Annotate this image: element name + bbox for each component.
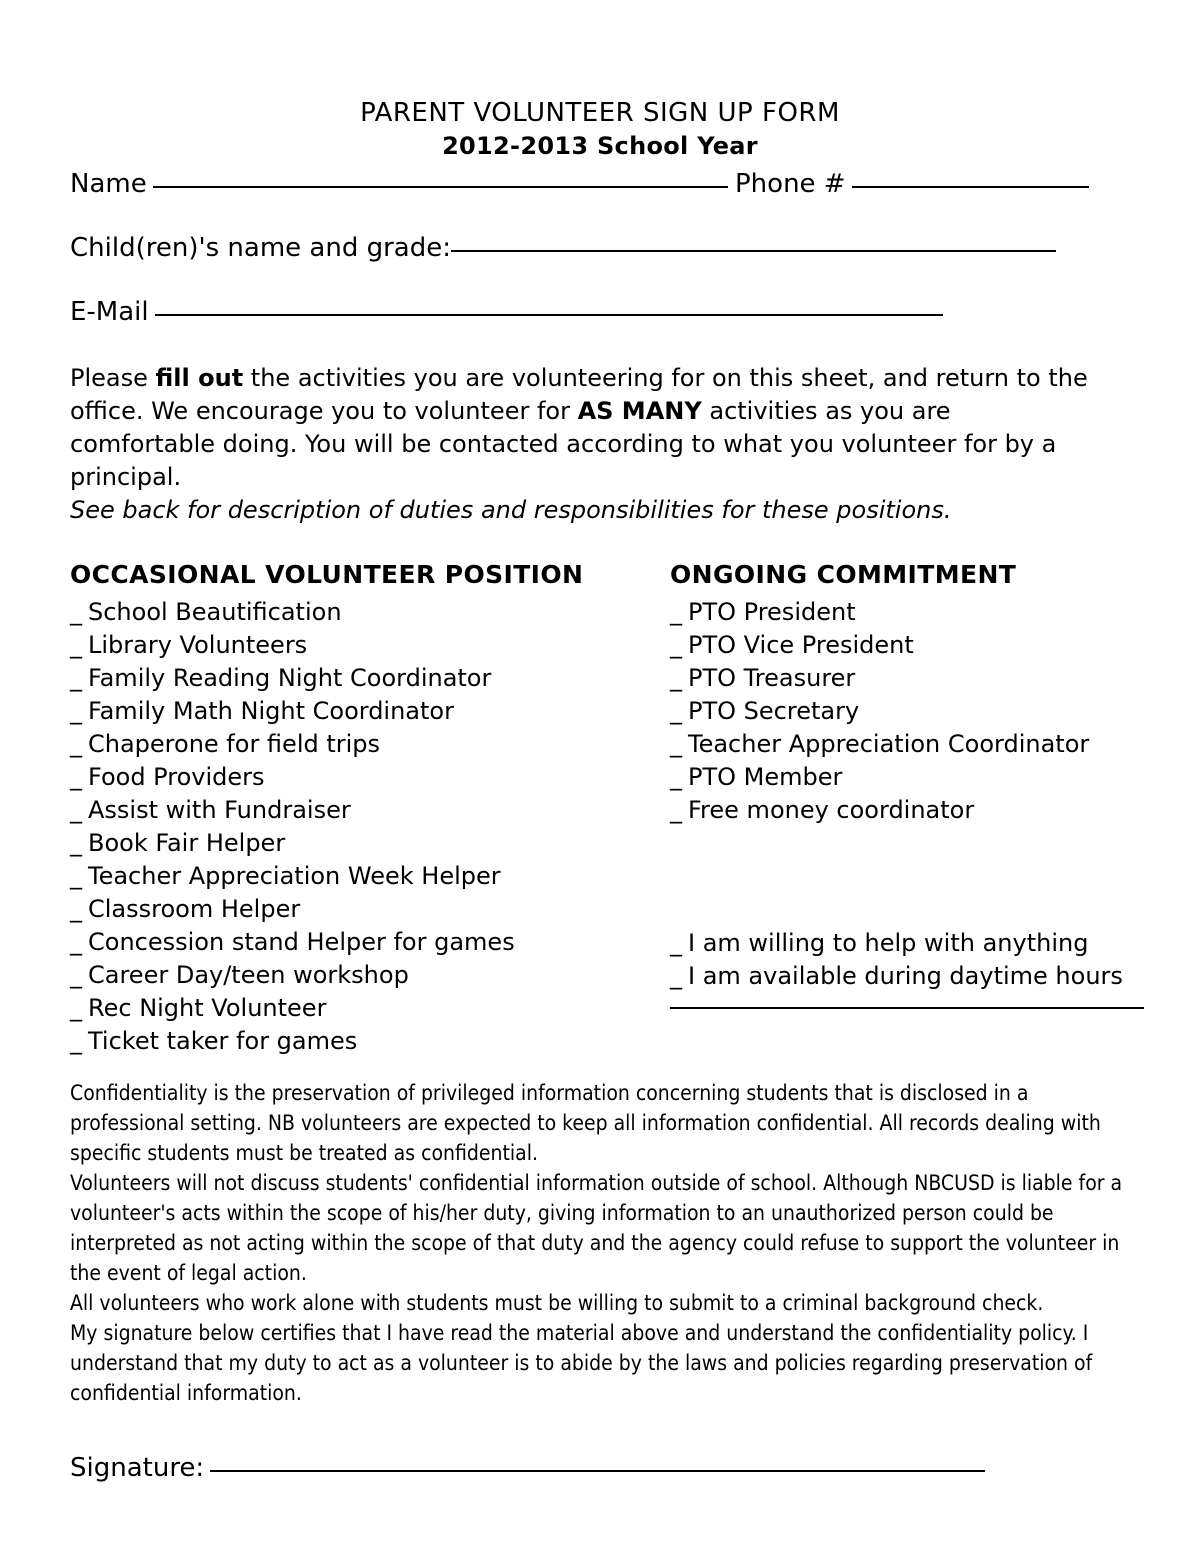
list-item-label: Ticket taker for games — [88, 1027, 358, 1055]
list-item-label: Library Volunteers — [88, 631, 308, 659]
other-option-input-line[interactable] — [670, 1007, 1144, 1009]
instructions-emphasis-fill-out: fill out — [155, 364, 244, 392]
checkbox-blank-icon[interactable]: _ — [670, 598, 682, 626]
list-item-label: Chaperone for field trips — [88, 730, 381, 758]
checkbox-blank-icon[interactable]: _ — [670, 929, 682, 957]
confidentiality-paragraph-3: All volunteers who work alone with students must be willing to submit to a criminal background check. — [70, 1291, 1044, 1315]
list-item[interactable] — [670, 960, 1170, 993]
checkbox-blank-icon[interactable]: _ — [70, 961, 82, 989]
list-item[interactable] — [670, 927, 1170, 960]
children-label: Child(ren)'s name and grade: — [70, 233, 451, 263]
list-item-label: I am available during daytime hours — [688, 962, 1123, 990]
list-item[interactable] — [70, 794, 650, 827]
name-label: Name — [70, 169, 147, 199]
list-item-label: Food Providers — [88, 763, 265, 791]
list-item[interactable] — [670, 761, 1170, 794]
instructions-line-2 — [70, 395, 1100, 428]
name-input-line[interactable] — [153, 186, 728, 188]
checkbox-blank-icon[interactable]: _ — [70, 664, 82, 692]
list-item-label: PTO Vice President — [688, 631, 914, 659]
list-item[interactable] — [670, 695, 1170, 728]
signature-input-line[interactable] — [210, 1470, 985, 1472]
list-item-label: Teacher Appreciation Week Helper — [88, 862, 501, 890]
children-field-row — [70, 232, 1056, 264]
list-item[interactable] — [70, 959, 650, 992]
email-label: E-Mail — [70, 297, 149, 327]
checkbox-blank-icon[interactable]: _ — [70, 763, 82, 791]
list-item[interactable] — [70, 761, 650, 794]
instructions-line-2-post: activities as you are — [701, 397, 951, 425]
checkbox-blank-icon[interactable]: _ — [670, 730, 682, 758]
signature-field-row — [70, 1452, 985, 1484]
checkbox-blank-icon[interactable]: _ — [670, 631, 682, 659]
checkbox-blank-icon[interactable]: _ — [70, 598, 82, 626]
instructions-line-1 — [70, 362, 1100, 395]
instructions-line-1-pre: Please — [70, 364, 156, 392]
list-item-label: School Beautification — [88, 598, 342, 626]
instructions-line-4-italic: See back for description of duties and responsibilities for these positions. — [70, 496, 952, 524]
checkbox-blank-icon[interactable]: _ — [670, 697, 682, 725]
occasional-volunteer-list — [70, 596, 650, 1058]
instructions-paragraph — [70, 362, 1100, 527]
list-item-label: I am willing to help with anything — [688, 929, 1089, 957]
checkbox-blank-icon[interactable]: _ — [70, 829, 82, 857]
list-item-label: PTO Secretary — [688, 697, 860, 725]
list-item-label: Concession stand Helper for games — [88, 928, 515, 956]
list-item-label: Career Day/teen workshop — [88, 961, 409, 989]
instructions-line-2-pre: office. We encourage you to volunteer for — [70, 397, 578, 425]
checkbox-blank-icon[interactable]: _ — [70, 862, 82, 890]
list-item[interactable] — [70, 728, 650, 761]
confidentiality-section — [70, 1078, 1145, 1408]
confidentiality-paragraph-1: Confidentiality is the preservation of privileged information concerning students that is disclosed in a professional setting. NB volunteers are expected to keep all information confidential. All records dealing with specific students must be treated as confidential. — [70, 1081, 1101, 1165]
phone-input-line[interactable] — [852, 186, 1089, 188]
list-item-label: Book Fair Helper — [88, 829, 286, 857]
column-spacer — [670, 827, 1170, 927]
list-item[interactable] — [670, 596, 1170, 629]
list-item-label: Free money coordinator — [688, 796, 975, 824]
list-item[interactable] — [70, 992, 650, 1025]
page-title: PARENT VOLUNTEER SIGN UP FORM — [360, 98, 840, 128]
name-field-row — [70, 168, 728, 200]
title-block — [0, 96, 1200, 162]
checkbox-blank-icon[interactable]: _ — [70, 928, 82, 956]
list-item[interactable] — [670, 629, 1170, 662]
list-item-label: Family Reading Night Coordinator — [88, 664, 492, 692]
list-item-label: Family Math Night Coordinator — [88, 697, 454, 725]
checkbox-blank-icon[interactable]: _ — [70, 994, 82, 1022]
list-item[interactable] — [670, 794, 1170, 827]
ongoing-commitment-column — [670, 558, 1170, 1009]
occasional-volunteer-heading: OCCASIONAL VOLUNTEER POSITION — [70, 560, 584, 589]
children-input-line[interactable] — [451, 250, 1056, 252]
list-item-label: PTO Treasurer — [688, 664, 856, 692]
list-item-label: Classroom Helper — [88, 895, 301, 923]
list-item-label: PTO President — [688, 598, 856, 626]
list-item-label: Rec Night Volunteer — [88, 994, 327, 1022]
list-item[interactable] — [70, 893, 650, 926]
checkbox-blank-icon[interactable]: _ — [670, 962, 682, 990]
list-item[interactable] — [70, 926, 650, 959]
confidentiality-paragraph-2: Volunteers will not discuss students' confidential information outside of school. Although NBCUSD is liable for a volunteer's acts within the scope of his/her duty, giving information to an unauthorized person could be interpreted as not acting within the scope of that duty and the agency could refuse to support the volunteer in the event of legal action. — [70, 1171, 1123, 1285]
ongoing-commitment-heading: ONGOING COMMITMENT — [670, 560, 1017, 589]
confidentiality-paragraph-4: My signature below certifies that I have read the material above and understand the confidentiality policy. I understand that my duty to act as a volunteer is to abide by the laws and policies regarding preservation of confidential information. — [70, 1321, 1093, 1405]
checkbox-blank-icon[interactable]: _ — [70, 697, 82, 725]
checkbox-blank-icon[interactable]: _ — [70, 631, 82, 659]
checkbox-blank-icon[interactable]: _ — [70, 796, 82, 824]
list-item[interactable] — [670, 728, 1170, 761]
email-input-line[interactable] — [155, 314, 943, 316]
instructions-line-3: comfortable doing. You will be contacted according to what you volunteer for by a principal. — [70, 430, 1057, 491]
list-item[interactable] — [670, 662, 1170, 695]
ongoing-commitment-list — [670, 596, 1170, 827]
list-item[interactable] — [70, 629, 650, 662]
email-field-row — [70, 296, 943, 328]
list-item-label: PTO Member — [688, 763, 843, 791]
occasional-volunteer-column — [70, 558, 650, 1058]
checkbox-blank-icon[interactable]: _ — [70, 1027, 82, 1055]
instructions-emphasis-as-many: AS MANY — [577, 397, 702, 425]
checkbox-blank-icon[interactable]: _ — [670, 664, 682, 692]
page-subtitle: 2012-2013 School Year — [442, 132, 758, 160]
list-item-label: Teacher Appreciation Coordinator — [688, 730, 1090, 758]
list-item[interactable] — [70, 860, 650, 893]
list-item[interactable] — [70, 662, 650, 695]
list-item-label: Assist with Fundraiser — [88, 796, 351, 824]
checkbox-blank-icon[interactable]: _ — [670, 796, 682, 824]
availability-list — [670, 927, 1170, 993]
checkbox-blank-icon[interactable]: _ — [70, 895, 82, 923]
list-item[interactable] — [70, 596, 650, 629]
list-item[interactable] — [70, 695, 650, 728]
phone-label: Phone # — [735, 169, 846, 199]
instructions-line-1-post: the activities you are volunteering for on this sheet, and return to the — [243, 364, 1088, 392]
phone-field-row — [735, 168, 1089, 200]
signature-label: Signature: — [70, 1453, 205, 1483]
list-item[interactable] — [70, 827, 650, 860]
checkbox-blank-icon[interactable]: _ — [70, 730, 82, 758]
checkbox-blank-icon[interactable]: _ — [670, 763, 682, 791]
list-item[interactable] — [70, 1025, 650, 1058]
